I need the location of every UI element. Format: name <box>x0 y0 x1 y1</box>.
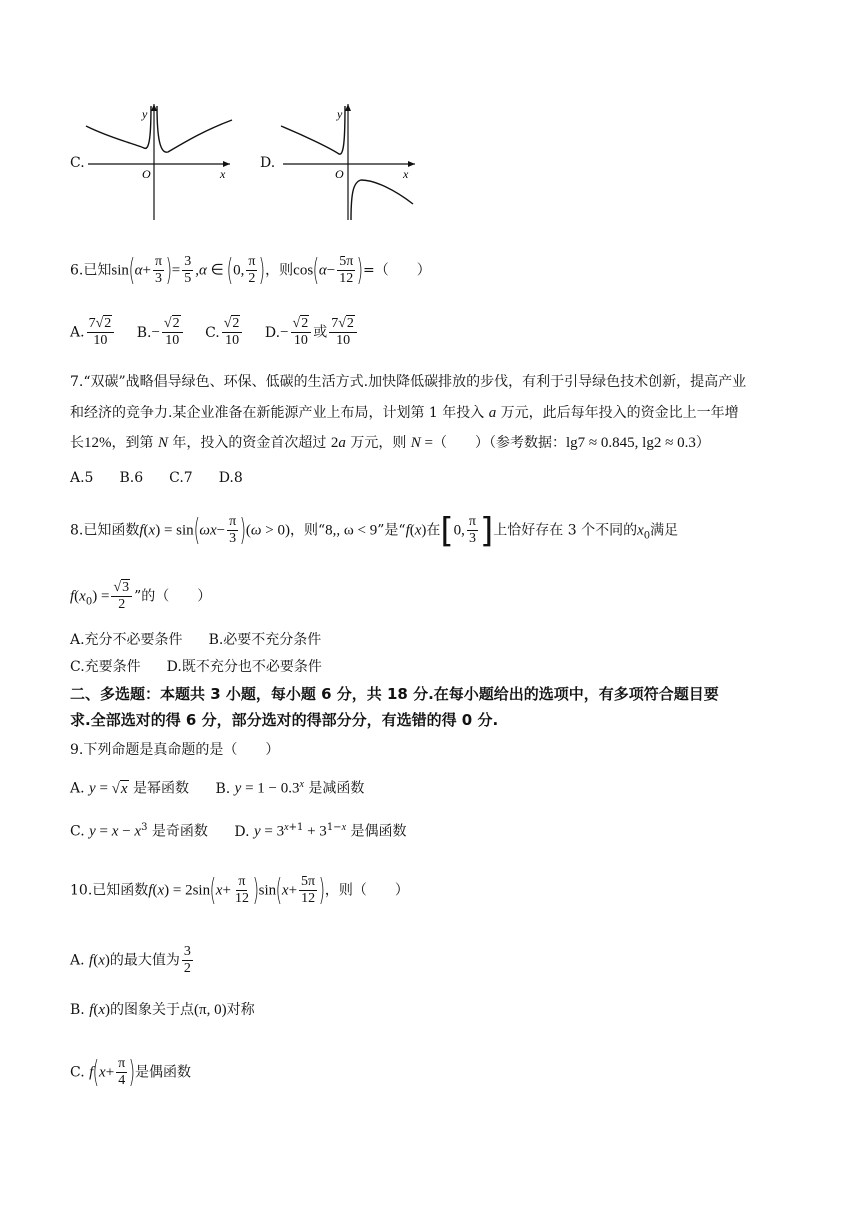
question-10-option-a: A. f(x)的最大值为 $\frac{3}{2}$ <box>70 944 191 976</box>
question-8-options-row-2: C.充要条件 D.既不充分也不必要条件 <box>70 659 322 675</box>
question-7-options: A.5 B.6 C.7 D.8 <box>70 470 243 486</box>
graph-d <box>275 98 435 223</box>
question-9: 9.下列命题是真命题的是（ ） <box>70 742 280 758</box>
question-6: 6.已知sin(α+ $\frac{\pi}{3}$ )= $\frac{3}{5}$ ,α ∈ (0, $\frac{\pi}{2}$ )，则cos(α− $\frac{5\pi}{12}$ )=（ ） <box>70 252 431 288</box>
question-10-option-c: C. f(x+ $\frac{\pi}{4}$ )是偶函数 <box>70 1054 191 1090</box>
question-8: 8.已知函数f(x) = sin(ωx− $\frac{\pi}{3}$ )(ω > 0)，则“8,, ω < 9”是“f(x)在[0, $\frac{\pi}{3}$ ]上恰好存在 3 个不同的$x_0$满足 <box>70 510 679 551</box>
graph-d-x-label: x <box>403 167 409 181</box>
question-7-line-3: 长12%，到第 N 年，投入的资金首次超过 2a 万元，则 N =（ ）（参考数据：lg7 ≈ 0.845, lg2 ≈ 0.3） <box>70 435 710 451</box>
graph-d-label: D. <box>260 155 276 171</box>
graph-c-x-label: x <box>220 167 226 181</box>
question-7-line-2: 和经济的竞争力.某企业准备在新能源产业上布局，计划第 1 年投入 a 万元，此后每年投入的资金比上一年增 <box>70 405 739 421</box>
question-10-option-b: B. f(x)的图象关于点(π, 0)对称 <box>70 1002 255 1018</box>
question-6-options: A. $\frac{7√2}{10}$ B.− $\frac{√2}{10}$ C. $\frac{√2}{10}$ D.− $\frac{√2}{10}$ 或 $\frac{7√2}{10}$ <box>70 316 359 349</box>
question-9-options-row-1: A. y = √x 是幂函数 B. $y = 1 - 0.3^x$ 是减函数 <box>70 779 365 797</box>
section-2-heading-line-2: 求.全部选对的得 6 分，部分选对的得部分分，有选错的得 0 分. <box>70 711 499 729</box>
question-7-line-1: 7.“双碳”战略倡导绿色、环保、低碳的生活方式.加快降低碳排放的步伐，有利于引导绿色技术创新，提高产业 <box>70 374 747 390</box>
graph-d-y-label: y <box>337 107 343 121</box>
graph-c-y-label: y <box>142 107 148 121</box>
graph-c-origin: O <box>142 167 151 181</box>
graph-c <box>80 98 240 223</box>
question-10: 10.已知函数f(x) = 2sin(x+ $\frac{\pi}{12}$ )sin(x+ $\frac{5\pi}{12}$ )，则（ ） <box>70 872 409 908</box>
section-2-heading-line-1: 二、多选题：本题共 3 小题，每小题 6 分，共 18 分.在每小题给出的选项中，有多项符合题目要 <box>70 685 719 703</box>
question-8-options-row-1: A.充分不必要条件 B.必要不充分条件 <box>70 632 322 648</box>
graph-d-origin: O <box>335 167 344 181</box>
graph-c-label: C. <box>70 155 85 171</box>
question-9-options-row-2: C. $y = x - x^3$ 是奇函数 D. $y = 3^{x+1} + 3^{1-x}$ 是偶函数 <box>70 822 407 840</box>
question-8-condition: $f(x_0)$ = $\frac{√3}{2}$ ”的（ ） <box>70 580 212 612</box>
